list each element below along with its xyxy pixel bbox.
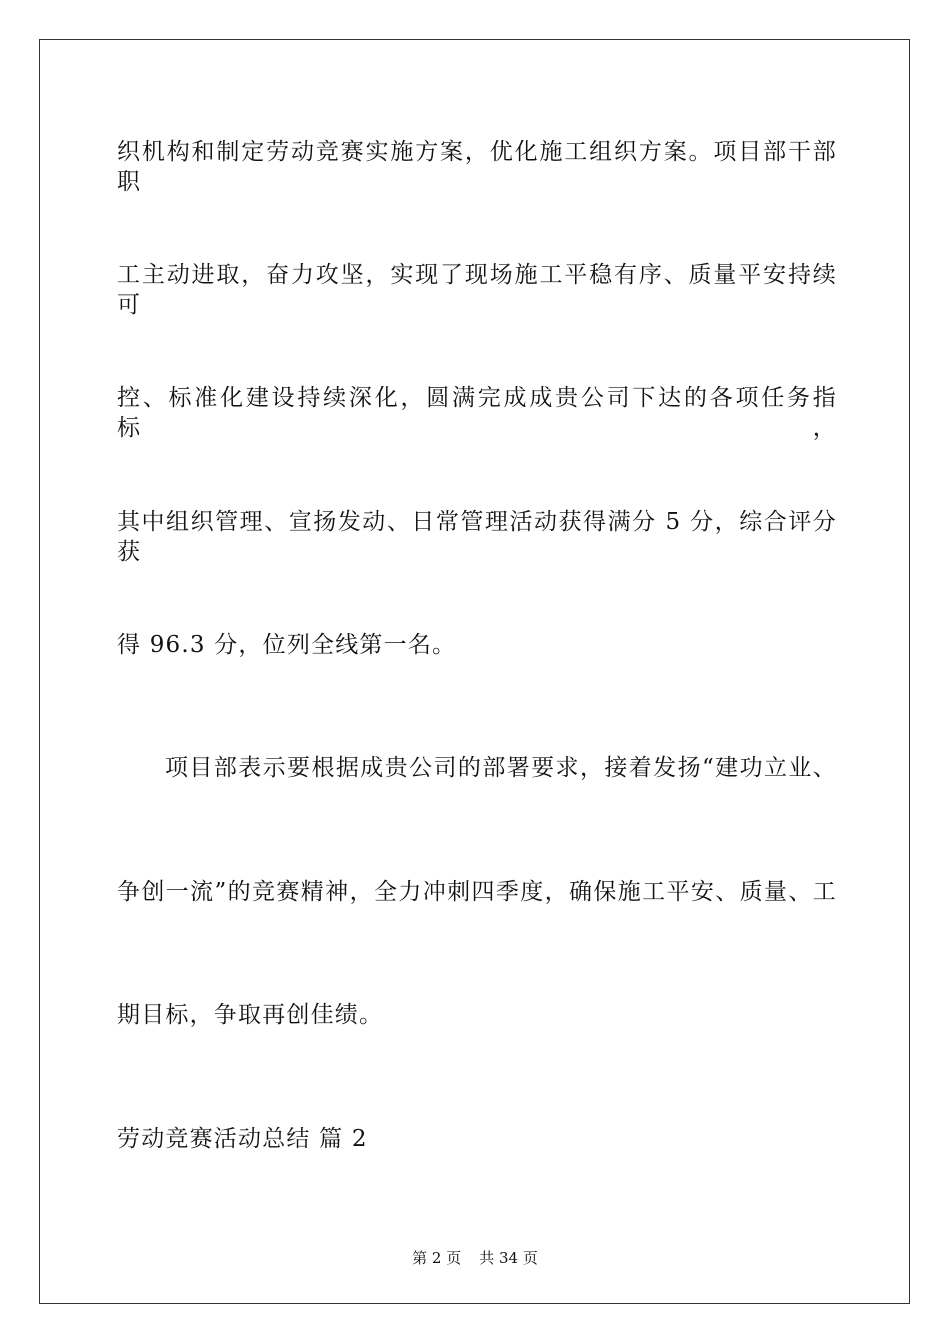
page-border — [39, 39, 910, 1304]
paragraph-line: 其中组织管理、宣扬发动、日常管理活动获得满分 5 分，综合评分获 — [117, 509, 837, 565]
paragraph-line: 争创一流”的竞赛精神，全力冲刺四季度，确保施工平安、质量、工 — [117, 879, 837, 905]
section-heading: 劳动竞赛活动总结 篇 2 — [117, 1126, 368, 1152]
page-total: 共 34 页 — [479, 1249, 538, 1267]
page-number: 第 2 页 — [412, 1249, 462, 1267]
paragraph-line: 得 96.3 分，位列全线第一名。 — [117, 632, 457, 658]
page-footer — [0, 1248, 950, 1268]
paragraph-line: 项目部表示要根据成贵公司的部署要求，接着发扬“建功立业、 — [165, 755, 837, 781]
paragraph-line: 期目标，争取再创佳绩。 — [117, 1002, 384, 1028]
paragraph-line: 织机构和制定劳动竞赛实施方案，优化施工组织方案。项目部干部职 — [117, 139, 837, 195]
paragraph-line: 工主动进取，奋力攻坚，实现了现场施工平稳有序、质量平安持续可 — [117, 262, 837, 318]
paragraph-line: 控、标准化建设持续深化，圆满完成成贵公司下达的各项任务指标， — [117, 385, 837, 441]
